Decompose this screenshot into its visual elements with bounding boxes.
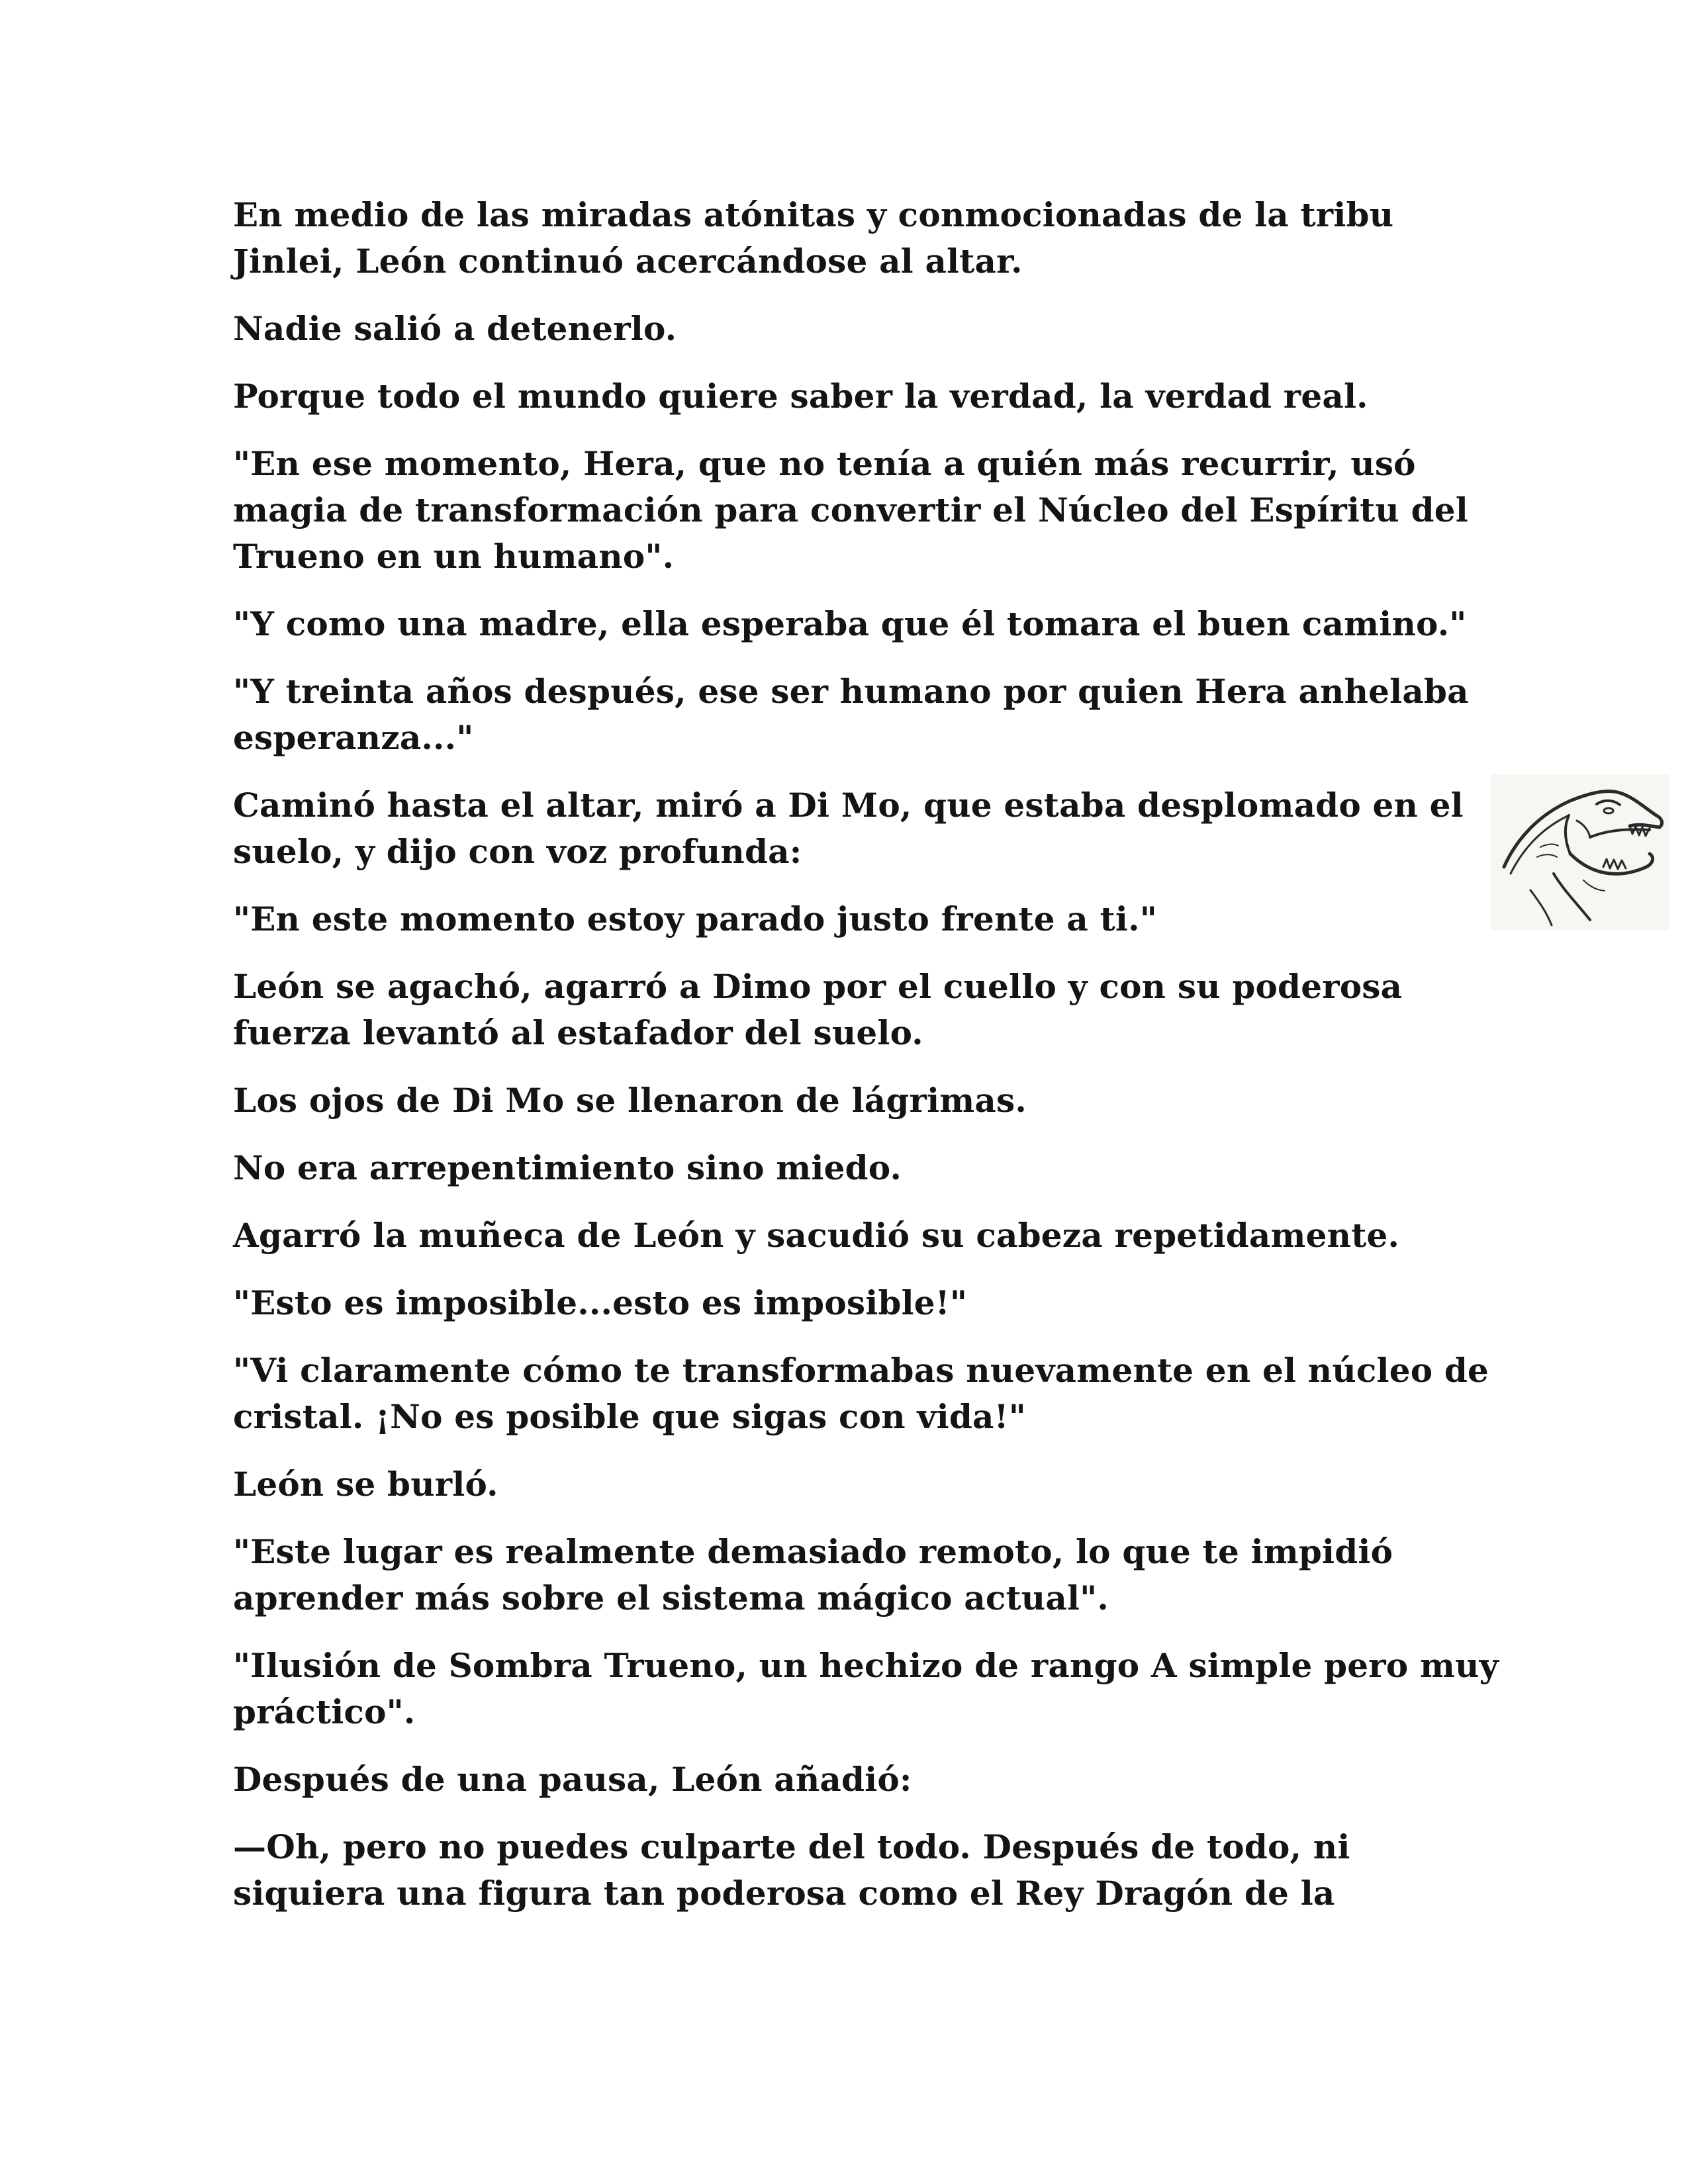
paragraph: "Y treinta años después, ese ser humano por quien Hera anhelaba esperanza..."	[233, 672, 1469, 757]
story-text	[233, 192, 1504, 1938]
paragraph: No era arrepentimiento sino miedo.	[233, 1148, 902, 1187]
paragraph: Caminó hasta el altar, miró a Di Mo, que estaba desplomado en el suelo, y dijo con voz profunda:	[233, 786, 1464, 871]
paragraph: Después de una pausa, León añadió:	[233, 1760, 912, 1799]
paragraph: León se agachó, agarró a Dimo por el cuello y con su poderosa fuerza levantó al estafador del suelo.	[233, 967, 1403, 1052]
paragraph: En medio de las miradas atónitas y conmocionadas de la tribu Jinlei, León continuó acercándose al altar.	[233, 195, 1394, 281]
paragraph: "En este momento estoy parado justo frente a ti."	[233, 899, 1157, 938]
paragraph: "Y como una madre, ella esperaba que él tomara el buen camino."	[233, 604, 1467, 643]
paragraph: "Este lugar es realmente demasiado remoto, lo que te impidió aprender más sobre el sistema mágico actual".	[233, 1532, 1393, 1617]
paragraph: Porque todo el mundo quiere saber la verdad, la verdad real.	[233, 377, 1368, 416]
paragraph: —Oh, pero no puedes culparte del todo. Después de todo, ni siquiera una figura tan poderosa como el Rey Dragón de la	[233, 1827, 1350, 1913]
paragraph: "Esto es imposible...esto es imposible!"	[233, 1283, 968, 1322]
paragraph: "En ese momento, Hera, que no tenía a quién más recurrir, usó magia de transformación para convertir el Núcleo del Espíritu del Trueno en un humano".	[233, 444, 1468, 576]
paragraph: "Ilusión de Sombra Trueno, un hechizo de rango A simple pero muy práctico".	[233, 1646, 1499, 1731]
paragraph: Los ojos de Di Mo se llenaron de lágrimas.	[233, 1081, 1027, 1120]
paragraph: "Vi claramente cómo te transformabas nuevamente en el núcleo de cristal. ¡No es posible que sigas con vida!"	[233, 1351, 1489, 1436]
dinosaur-head-sketch-icon	[1491, 774, 1669, 930]
paragraph: León se burló.	[233, 1465, 498, 1504]
paragraph: Nadie salió a detenerlo.	[233, 309, 677, 348]
paragraph: Agarró la muñeca de León y sacudió su cabeza repetidamente.	[233, 1216, 1400, 1255]
